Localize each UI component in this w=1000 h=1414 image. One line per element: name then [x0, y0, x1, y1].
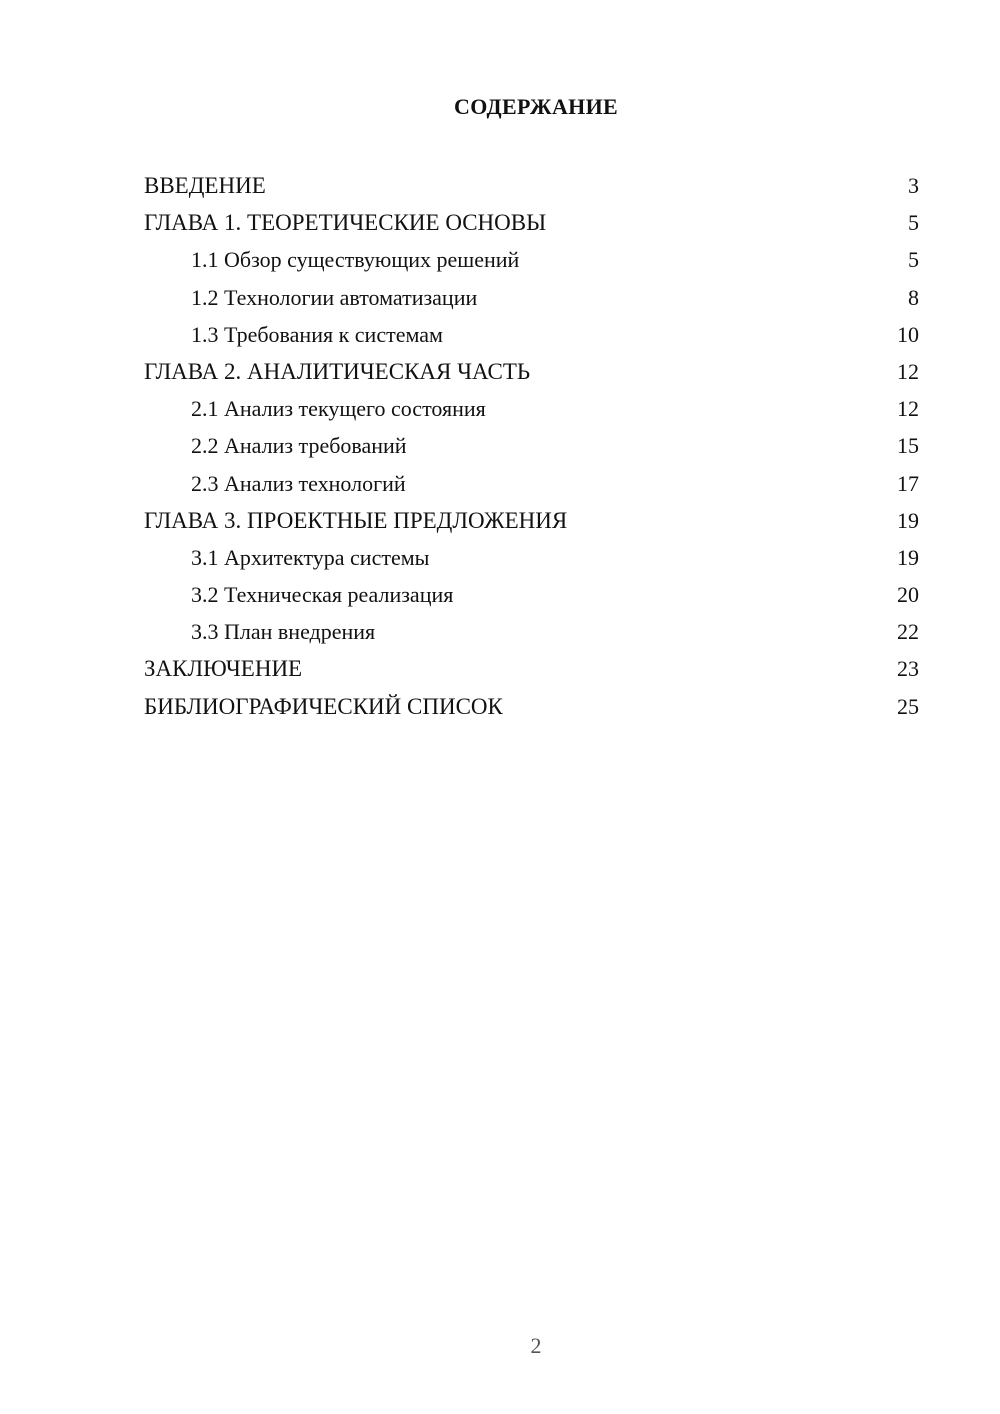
toc-entry-page: 8: [908, 284, 919, 310]
table-of-contents: [144, 167, 919, 725]
toc-entry[interactable]: [144, 167, 919, 204]
toc-subentry[interactable]: [144, 427, 919, 464]
toc-entry-page: 15: [897, 433, 919, 459]
toc-entry-page: 12: [897, 396, 919, 422]
toc-entry[interactable]: [144, 650, 919, 687]
toc-entry-page: 17: [897, 470, 919, 496]
toc-subentry[interactable]: [144, 576, 919, 613]
toc-subentry[interactable]: [144, 465, 919, 502]
toc-entry[interactable]: [144, 502, 919, 539]
toc-subentry[interactable]: [144, 613, 919, 650]
toc-entry-page: 25: [897, 693, 919, 719]
toc-entry-label: ГЛАВА 3. ПРОЕКТНЫЕ ПРЕДЛОЖЕНИЯ: [144, 507, 568, 533]
toc-entry-label: БИБЛИОГРАФИЧЕСКИЙ СПИСОК: [144, 693, 503, 719]
toc-entry-page: 5: [908, 210, 919, 236]
toc-entry-page: 12: [897, 358, 919, 384]
toc-entry-page: 3: [908, 173, 919, 198]
toc-entry-label: ВВЕДЕНИЕ: [144, 173, 266, 198]
toc-entry-label: 3.2 Техническая реализация: [191, 582, 454, 608]
toc-entry-label: 2.2 Анализ требований: [191, 433, 407, 459]
toc-entry-page: 19: [897, 507, 919, 533]
toc-subentry[interactable]: [144, 390, 919, 427]
toc-entry-label: 2.1 Анализ текущего состояния: [191, 396, 486, 422]
toc-entry-label: ЗАКЛЮЧЕНИЕ: [144, 656, 303, 682]
toc-entry-label: 1.1 Обзор существующих решений: [191, 247, 520, 273]
toc-entry-page: 23: [897, 656, 919, 682]
toc-entry[interactable]: [144, 688, 919, 725]
toc-entry-page: 20: [897, 582, 919, 608]
toc-entry-label: 1.2 Технологии автоматизации: [191, 284, 478, 310]
page-number: 2: [530, 1333, 542, 1358]
toc-entry-label: 2.3 Анализ технологий: [191, 470, 406, 496]
toc-entry-page: 5: [908, 247, 919, 273]
toc-entry-label: ГЛАВА 2. АНАЛИТИЧЕСКАЯ ЧАСТЬ: [144, 358, 531, 384]
toc-entry-page: 19: [897, 544, 919, 570]
toc-entry-label: ГЛАВА 1. ТЕОРЕТИЧЕСКИЕ ОСНОВЫ: [144, 210, 547, 236]
page-title: СОДЕРЖАНИЕ: [454, 94, 618, 119]
toc-entry-label: 3.3 План внедрения: [191, 619, 376, 645]
toc-subentry[interactable]: [144, 539, 919, 576]
toc-subentry[interactable]: [144, 316, 919, 353]
toc-entry-label: 1.3 Требования к системам: [191, 321, 443, 347]
toc-subentry[interactable]: [144, 241, 919, 278]
toc-entry[interactable]: [144, 353, 919, 390]
toc-entry[interactable]: [144, 204, 919, 241]
toc-entry-page: 10: [897, 321, 919, 347]
toc-entry-label: 3.1 Архитектура системы: [191, 544, 430, 570]
toc-entry-page: 22: [897, 619, 919, 645]
toc-subentry[interactable]: [144, 279, 919, 316]
